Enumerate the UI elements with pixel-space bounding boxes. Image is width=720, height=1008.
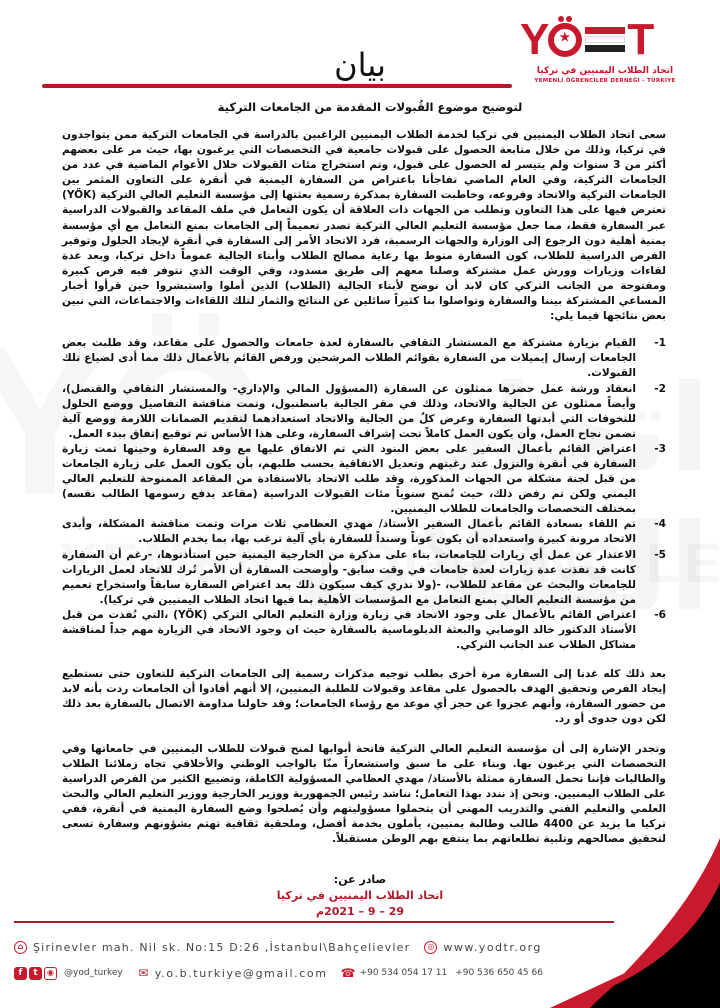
item-number: -2 xyxy=(654,382,666,395)
email-link[interactable]: y.o.b.turkiye@gmail.com xyxy=(154,966,328,980)
item-number: -4 xyxy=(654,518,666,531)
item-number: -6 xyxy=(654,608,666,621)
phone-icon: ☎ xyxy=(340,966,356,980)
results-list xyxy=(62,336,666,653)
item-number: -5 xyxy=(654,548,666,561)
logo-latin-name: YEMENLİ ÖĞRENCİLER DERNEĞİ - TÜRKİYE xyxy=(534,78,676,84)
signature-block xyxy=(220,872,500,920)
list-item xyxy=(62,442,666,517)
statement-body xyxy=(62,128,666,847)
item-text: الاعتذار عن عمل أي زيارات للجامعات، بناء على مذكرة من الخارجية اليمنية حين استأذنوها، -رغم أن السفارة كانت قد نفذت عدة زيارات لعدة جامعات في وقت سابق- وأوضحت السفارة أن الأمر تُرك للاتحاد لعمل الزيارات للجامعات والبحث عن مقاعد للطلاب، -(ولا ندري كيف سيكون ذلك بعد اعتراض السفارة سابقاً واستخراج تعميم من مؤسسة التعليم العالي بمنع التعامل مع المؤسسات الأهلية بما فيها اتحاد الطلاب اليمنيين في تركيا). xyxy=(62,548,636,606)
twitter-icon[interactable]: t xyxy=(29,967,42,980)
address-text: Şirinevler mah. Nil sk. No:15 D:26 ,İstanbul\Bahçelievler xyxy=(33,940,411,954)
footer-divider xyxy=(14,921,614,923)
instagram-icon[interactable]: ◉ xyxy=(44,967,57,980)
location-icon: ⌂ xyxy=(14,941,27,954)
contact-footer xyxy=(14,936,634,984)
issuing-organization: اتحاد الطلاب اليمنيين في تركيا xyxy=(276,889,444,902)
closing-paragraph: وتجدر الإشارة إلى أن مؤسسة التعليم العالي التركية فاتحة أبوابها لمنح قبولات للطلاب اليمنيين في جامعاتها وفي التخصصات التي يرغبون بها. وبناء على ما سبق واستشعاراً منّا بالواجب الوطني والأخلاقي تجاه زملائنا الطلاب والطالبات فإننا نحمل السفارة ممثلة بالأستاذ/ مهدي العظامي المسؤولية الكاملة، وتضييع الكثير من الفرص الدراسية على الطلاب اليمنيين. ونحن إذ نندد بهذا التعامل؛ نناشد رئيس الجمهورية ووزير الخارجية ووزير التعليم العالي والبحث العلمي والتعليم الفني والتدريب المهني أن يتحملوا مسؤوليتهم وأن يُصلحوا وضع السفارة اليمنية في أنقرة، ففي تركيا ما يزيد عن 4400 طالب وطالبة يمنيين، يأملون بخدمة أفضل، وملحقية ثقافية تهتم بشؤونهم وسفارة تسعى لتحقيق مصالحهم وتلبية تطلعاتهم بما ينتفع بهم الوطن مستقبلاً. xyxy=(62,742,666,846)
yemen-flag-icon xyxy=(585,27,625,53)
item-text: انعقاد ورشة عمل حضرها ممثلون عن السفارة (المسؤول المالي والإداري- والمستشار الثقافي والقنصل)، وأيضاً ممثلون عن الجالية والاتحاد، وذلك في مقر الجالية باسطنبول، وتمت مناقشة التفاصيل ووضع الحلول للتخوفات التي أبدتها السفارة وعرض كلٌ من الجالية والاتحاد استعدادهما لتقديم الضمانات اللازمة ووضع آلية تضمن نجاح العمل، وأن يكون العمل كاملاً تحت إشراف السفارة، وعلى هذا الأساس تم توقيع إتفاق ببدء العمل. xyxy=(62,382,636,440)
document-title: بيان xyxy=(334,46,386,84)
document-subtitle: لتوضيح موضوع القُبولات المقدمة من الجامعات التركية xyxy=(217,100,523,114)
item-number: -3 xyxy=(654,442,666,455)
footer-row-address xyxy=(14,936,634,958)
item-text: القيام بزيارة مشتركة مع المستشار الثقافي بالسفارة لعدة جامعات والحصول على مقاعد، وقد طلبت بعض الجامعات إرسال إيميلات من السفارة بقوائم الطلاب المرشحين ورفض القائم بالأعمال ذلك مما أدى لضياع تلك القبولات. xyxy=(62,337,636,380)
social-handle[interactable]: @yod_turkey xyxy=(64,968,123,978)
item-number: -1 xyxy=(654,337,666,350)
website-link[interactable]: www.yodtr.org xyxy=(443,940,542,954)
facebook-icon[interactable]: f xyxy=(14,967,27,980)
logo-arabic-name: اتحاد الطلاب اليمنيين في تركيا xyxy=(536,66,674,76)
phone-number-1[interactable]: +90 534 054 17 11 xyxy=(359,968,448,978)
list-item xyxy=(62,608,666,653)
list-item xyxy=(62,336,666,381)
logo-o-emblem xyxy=(548,23,582,57)
star-icon: ★ xyxy=(559,30,570,44)
intro-paragraph: سعى اتحاد الطلاب اليمنيين في تركيا لخدمة الطلاب اليمنيين الراغبين بالدراسة في الجامعات التركية ممن يتواجدون في تركيا، وذلك من خلال متابعة الحصول على قبولات جامعية في التخصصات التي يرغبون بها، حيث مر على بعضهم أكثر من 3 سنوات ولم يتيسر له الحصول على قبول، وتم استخراج مئات القبولات خلال الأعوام الماضية في عدد من الجامعات التركية، وفي العام الماضي تفاجأنا باعتراض من السفارة اليمنية في أنقرة على التعاون المثمر بين الجامعات التركية والاتحاد وفروعه، وخاطبت السفارة بمذكرة رسمية بعثتها إلى مؤسسة التعليم العالي التركية (YÖK) تعترض فيها على هذا التعاون وتطلب من الجهات ذات العلاقة أن يكون التعامل في ملف المقاعد والقبولات الدراسية عبر السفارة فقط، مما جعل مؤسسة التعليم العالي التركية تصدر تعميماً إلى الجامعات بمنع التعامل مع أي مؤسسة يمنية أهلية دون الرجوع إلى الوزارة والجهات الرسمية، فرد الاتحاد الأمر إلى السفارة في أنقرة لإيجاد الحلول وتوفير الفرص الدراسية للطلاب، كون السفارة منوط بها رعاية مصالح الطلاب وأبناء الجالية عموماً داخل تركيا، وبعد عدة لقاءات وزيارات وورش عمل مشتركة وصلنا معهم إلى طريق مسدود، وفي الوقت الذي تتوفر فيه فرص كبيرة ومفتوحة من الجانب التركي كان لابد أن نوضح لأبناء الجالية (الطلاب) الذين أملوا واستبشروا حين قرأوا أخبار المساعي المشتركة بيننا والسفارة وتواصلوا بنا كثيراً سائلين عن النتائج والثمار لتلك اللقاءات والاجتماعات، التي نبين بعض نتائجها فيما يلي: xyxy=(62,129,666,323)
list-item xyxy=(62,517,666,547)
footer-row-contacts xyxy=(14,962,634,984)
logo-wordmark: Y ★ T xyxy=(520,15,654,64)
issue-date: 29 – 9 – 2021م xyxy=(316,905,404,918)
follow-up-paragraph: بعد ذلك كله غدنا إلى السفارة مرة أخرى بطلب توجيه مذكرات رسمية إلى الجامعات التركية للتعاون حتى نستطيع إيجاد الفرص وتحقيق الهدف بالحصول على مقاعد وقبولات للطلبة اليمنيين، إلا أنهم أفادوا أن الجامعات ردت بأنه لابد من حضور السفارة، وأنهم عجزوا عن حجز أي موعد مع رؤساء الجامعات؛ وقد حاولنا مداومة الاتصال بالسفارة بعد ذلك لكن دون جدوى أو رد. xyxy=(62,668,666,726)
organization-logo xyxy=(520,15,700,88)
globe-icon: ◎ xyxy=(424,941,437,954)
item-text: اعتراض القائم بالأعمال على وجود الاتحاد في زيارة وزارة التعليم العالي التركي (YÖK) ،التي نُفذت من قبل الأستاذ الدكتور خالد الوصابي والبعثة الدبلوماسية بالسفارة حيث ان وجود الاتحاد في الزيارة مهم جداً لمناقشة مشاكل الطلاب عند الجانب التركي. xyxy=(62,608,637,652)
item-text: اعتراض القائم بأعمال السفير على بعض البنود التي تم الاتفاق عليها مع وفد السفارة وحينها تمت زيارة السفارة في أنقرة والنزول عند رغبتهم وتعديل الاتفاقية بحسب طلبهم، بأن يكون العمل على زيارة الجامعات من قبل لجنة مشكلة من الجهات المذكورة، وقد طلب الاتحاد بالاستفادة من المقاعد الممنوحة للتعليم العالي اليمني ولكن تم رفض ذلك، حيث تُمنح سنوياً مئات القبولات الدراسية (مقاعد يدفع رسومها الطالب نفسه) بمختلف التخصصات والجامعات للطلاب اليمنيين. xyxy=(62,442,636,516)
issued-by-label: صادر عن: xyxy=(333,873,387,886)
mail-icon: ✉ xyxy=(138,966,149,980)
title-underline xyxy=(200,84,500,87)
list-item xyxy=(62,548,666,608)
item-text: تم اللقاء بسعادة القائم بأعمال السفير الأستاذ/ مهدي العظامي ثلاث مرات وتمت مناقشة المشكلة، وأبدى الاتحاد مرونة كبيرة واستعداده أن يكون عوناً وسنداً للسفارة بأي آلية ترغب بها، بما يخدم الطلاب. xyxy=(62,518,636,546)
list-item xyxy=(62,382,666,442)
phone-number-2[interactable]: +90 536 650 45 66 xyxy=(455,968,543,978)
